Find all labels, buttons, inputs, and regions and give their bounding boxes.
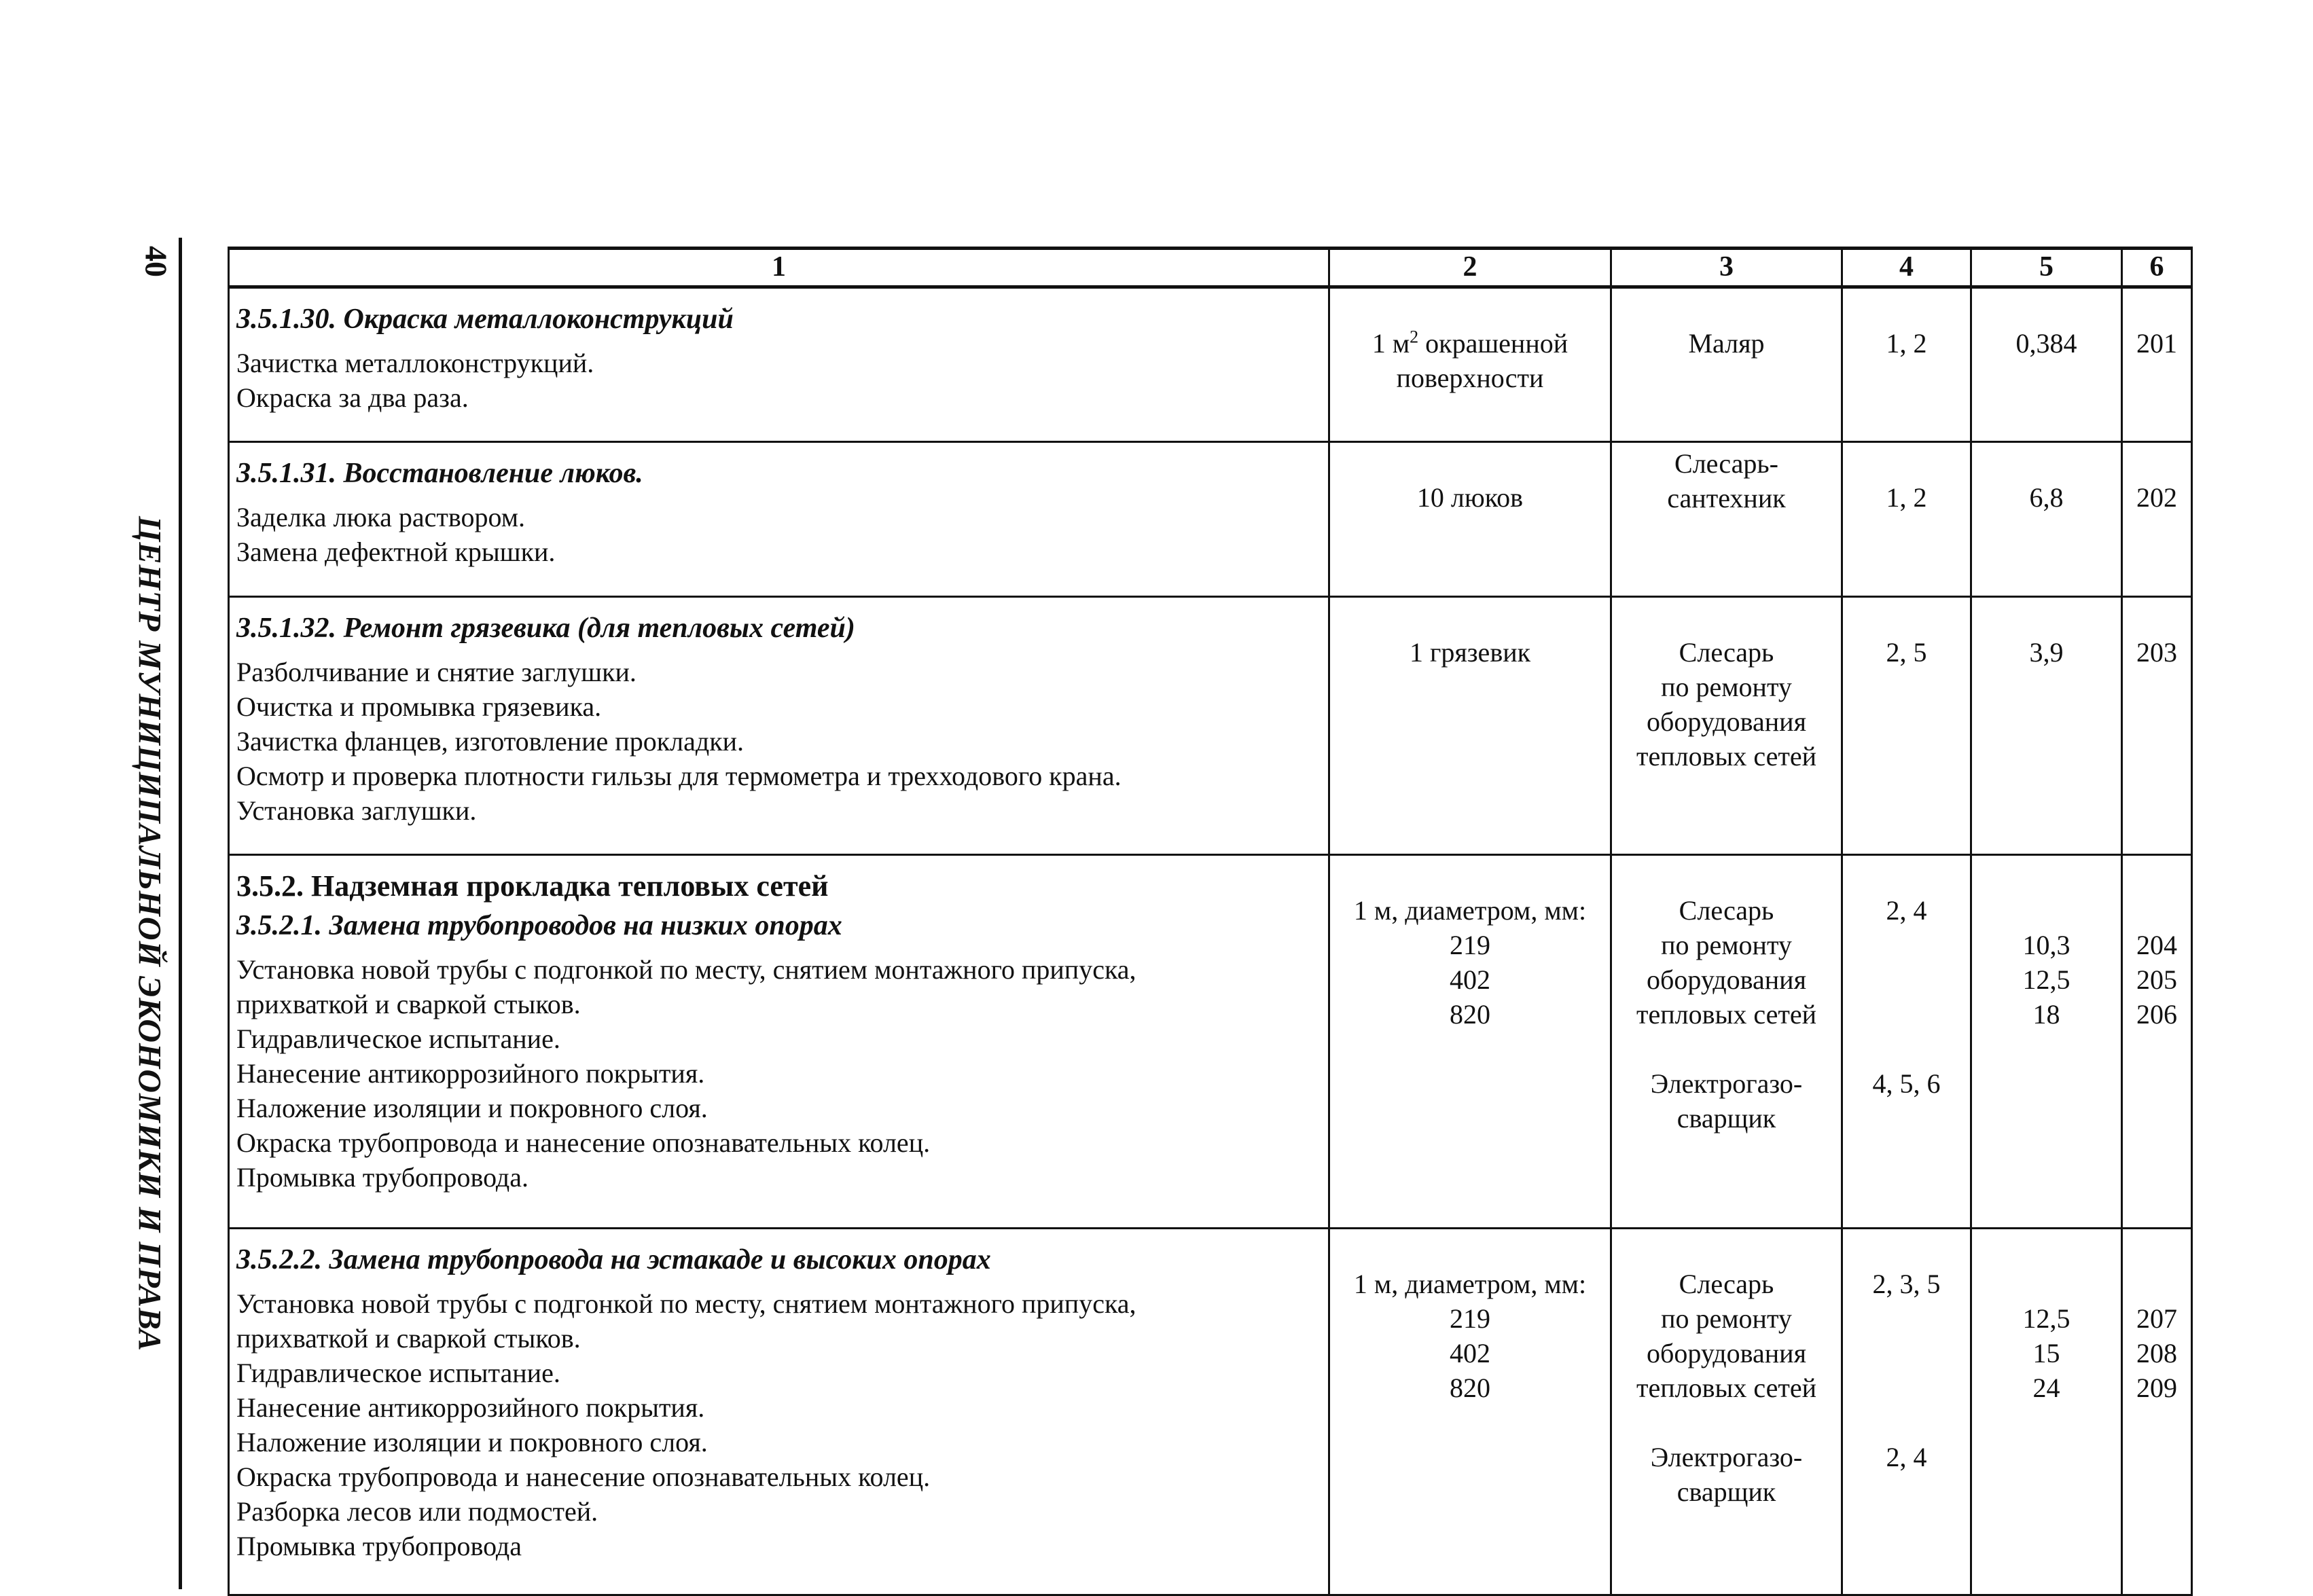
code-value: 207 [2136, 1303, 2177, 1334]
grade-cell: 2, 5 [1842, 597, 1971, 855]
item-title: 3.5.1.32. Ремонт грязевика (для тепловых сетей) [236, 613, 855, 644]
worker-name: по ремонту [1661, 930, 1792, 960]
work-step: прихваткой и сваркой стыков. [236, 1323, 581, 1354]
diameter-value: 219 [1450, 1303, 1490, 1334]
header-col-1: 1 [229, 249, 1329, 287]
norm-cell: 0,384 [1971, 287, 2122, 442]
side-running-title: ЦЕНТР МУНИЦИПАЛЬНОЙ ЭКОНОМИКИ И ПРАВА [131, 516, 168, 1352]
header-col-2: 2 [1329, 249, 1611, 287]
work-step: Зачистка металлоконструкций. [236, 348, 594, 378]
header-col-6: 6 [2122, 249, 2192, 287]
worker-name: Слесарь [1679, 637, 1774, 668]
grade-cell [1842, 1229, 1971, 1595]
norm-cell: 6,8 [1971, 442, 2122, 597]
unit-label: 1 м, диаметром, мм: [1353, 1269, 1587, 1299]
worker-name: сварщик [1677, 1476, 1776, 1507]
unit-cell: 10 люков [1329, 442, 1611, 597]
work-description [229, 597, 1329, 855]
worker-name: сварщик [1677, 1103, 1776, 1133]
work-step: Заделка люка раствором. [236, 502, 526, 532]
work-description [229, 1229, 1329, 1595]
worker-cell [1611, 1229, 1842, 1595]
work-step: Нанесение антикоррозийного покрытия. [236, 1058, 705, 1089]
worker-name: Маляр [1688, 328, 1765, 359]
section-heading: 3.5.2. Надземная прокладка тепловых сетей [236, 869, 829, 903]
work-step: Очистка и промывка грязевика. [236, 691, 602, 722]
grade-cell: 1, 2 [1842, 287, 1971, 442]
worker-cell [1611, 442, 1842, 597]
norm-value: 15 [2032, 1338, 2060, 1368]
worker-cell [1611, 597, 1842, 855]
work-step: Окраска трубопровода и нанесение опознавательных колец. [236, 1127, 931, 1158]
unit-line-2: поверхности [1396, 363, 1544, 393]
table-row [229, 442, 2192, 597]
work-step: прихваткой и сваркой стыков. [236, 989, 581, 1019]
table-row [229, 855, 2192, 1229]
header-col-4: 4 [1842, 249, 1971, 287]
item-title: 3.5.2.2. Замена трубопровода на эстакаде и высоких опорах [236, 1244, 991, 1275]
norm-cell [1971, 855, 2122, 1229]
work-step: Замена дефектной крышки. [236, 537, 556, 567]
worker-name: Слесарь [1679, 1269, 1774, 1299]
worker-name: оборудования [1647, 964, 1806, 995]
work-step: Промывка трубопровода. [236, 1162, 529, 1193]
unit-cell [1329, 855, 1611, 1229]
table-header-row [229, 249, 2192, 287]
worker-name: тепловых сетей [1636, 999, 1816, 1030]
grade-value: 2, 3, 5 [1872, 1269, 1941, 1299]
diameter-value: 820 [1450, 1373, 1490, 1403]
work-step: Окраска трубопровода и нанесение опознавательных колец. [236, 1462, 931, 1492]
unit-prefix: 1 м [1371, 328, 1410, 359]
worker-name: Слесарь [1679, 895, 1774, 926]
norm-cell: 3,9 [1971, 597, 2122, 855]
worker-name: оборудования [1647, 1338, 1806, 1368]
norm-value: 12,5 [2022, 964, 2070, 995]
page-number: 40 [139, 246, 174, 277]
unit-label: 1 м, диаметром, мм: [1353, 895, 1587, 926]
grade-value: 2, 4 [1886, 1442, 1927, 1472]
table-row [229, 597, 2192, 855]
work-step: Наложение изоляции и покровного слоя. [236, 1093, 708, 1123]
work-description [229, 855, 1329, 1229]
work-step: Зачистка фланцев, изготовление прокладки. [236, 726, 745, 757]
code-cell: 202 [2122, 442, 2192, 597]
diameter-value: 402 [1450, 964, 1490, 995]
code-value: 209 [2136, 1373, 2177, 1403]
work-step: Наложение изоляции и покровного слоя. [236, 1427, 708, 1457]
code-cell [2122, 1229, 2192, 1595]
norm-value: 24 [2032, 1373, 2060, 1403]
code-value: 208 [2136, 1338, 2177, 1368]
worker-name: тепловых сетей [1636, 1373, 1816, 1403]
worker-name: сантехник [1667, 483, 1786, 513]
header-col-5: 5 [1971, 249, 2122, 287]
work-step: Нанесение антикоррозийного покрытия. [236, 1392, 705, 1423]
work-step: Установка новой трубы с подгонкой по месту, снятием монтажного припуска, [236, 954, 1136, 985]
unit-rest: окрашенной [1418, 328, 1568, 359]
unit-cell [1329, 287, 1611, 442]
work-description [229, 442, 1329, 597]
unit-superscript: 2 [1410, 327, 1419, 347]
worker-name: оборудования [1647, 706, 1806, 737]
item-title: 3.5.2.1. Замена трубопроводов на низких опорах [236, 910, 842, 941]
work-step: Гидравлическое испытание. [236, 1358, 560, 1388]
code-cell [2122, 855, 2192, 1229]
work-step: Окраска за два раза. [236, 382, 469, 413]
norm-cell [1971, 1229, 2122, 1595]
unit-cell: 1 грязевик [1329, 597, 1611, 855]
diameter-value: 219 [1450, 930, 1490, 960]
norm-value: 18 [2032, 999, 2060, 1030]
work-step: Разболчивание и снятие заглушки. [236, 657, 636, 687]
work-step: Гидравлическое испытание. [236, 1023, 560, 1054]
code-cell: 203 [2122, 597, 2192, 855]
work-description [229, 287, 1329, 442]
norm-value: 10,3 [2022, 930, 2070, 960]
work-step: Установка новой трубы с подгонкой по месту, снятием монтажного припуска, [236, 1288, 1136, 1319]
table-row [229, 1229, 2192, 1595]
norms-table [228, 247, 2193, 1596]
worker-name: по ремонту [1661, 672, 1792, 702]
worker-name: по ремонту [1661, 1303, 1792, 1334]
worker-name: тепловых сетей [1636, 741, 1816, 772]
grade-value: 4, 5, 6 [1872, 1068, 1941, 1099]
grade-value: 2, 4 [1886, 895, 1927, 926]
worker-name: Электрогазо- [1650, 1442, 1803, 1472]
item-title: 3.5.1.30. Окраска металлоконструкций [236, 304, 734, 335]
code-value: 204 [2136, 930, 2177, 960]
unit-cell [1329, 1229, 1611, 1595]
diameter-value: 402 [1450, 1338, 1490, 1368]
item-title: 3.5.1.31. Восстановление люков. [236, 458, 643, 489]
norm-value: 12,5 [2022, 1303, 2070, 1334]
header-col-3: 3 [1611, 249, 1842, 287]
worker-cell [1611, 855, 1842, 1229]
work-step: Осмотр и проверка плотности гильзы для термометра и трехходового крана. [236, 761, 1122, 791]
worker-cell [1611, 287, 1842, 442]
code-value: 206 [2136, 999, 2177, 1030]
code-value: 205 [2136, 964, 2177, 995]
worker-name: Слесарь- [1674, 448, 1778, 479]
diameter-value: 820 [1450, 999, 1490, 1030]
work-step: Промывка трубопровода [236, 1531, 522, 1561]
work-step: Установка заглушки. [236, 795, 477, 826]
work-step: Разборка лесов или подмостей. [236, 1496, 598, 1527]
table-row [229, 287, 2192, 442]
worker-name: Электрогазо- [1650, 1068, 1803, 1099]
grade-cell: 1, 2 [1842, 442, 1971, 597]
code-cell: 201 [2122, 287, 2192, 442]
grade-cell [1842, 855, 1971, 1229]
